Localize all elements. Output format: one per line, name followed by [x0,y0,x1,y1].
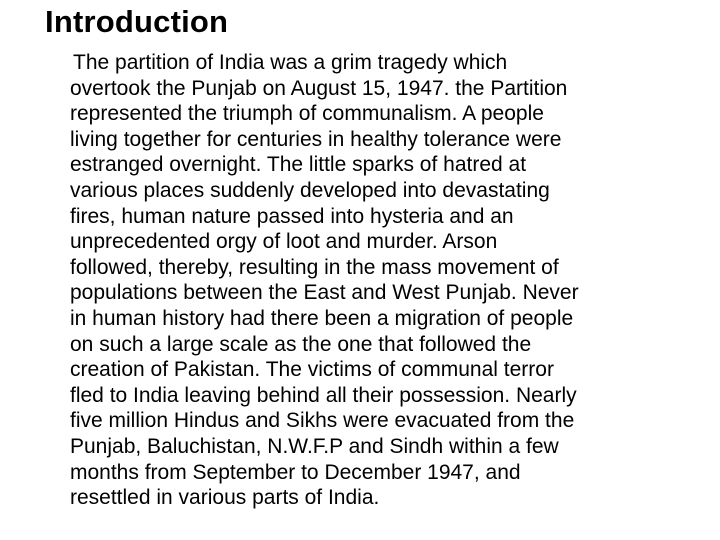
paragraph-line: various places suddenly developed into devastating [70,178,550,202]
body-paragraph [70,50,690,511]
paragraph-line: unprecedented orgy of loot and murder. Arson [70,230,498,254]
paragraph-line: Punjab, Baluchistan, N.W.F.P and Sindh within a few [70,434,559,458]
paragraph-line: fled to India leaving behind all their possession. Nearly [70,383,577,407]
slide-title: Introduction [45,4,229,39]
paragraph-line: in human history had there been a migration of people [70,306,574,330]
paragraph-line: months from September to December 1947, and [70,460,521,484]
paragraph-line: creation of Pakistan. The victims of communal terror [70,358,554,382]
paragraph-line: The partition of India was a grim tragedy which [73,51,508,74]
paragraph-line: fires, human nature passed into hysteria and an [70,204,514,228]
paragraph-line: living together for centuries in healthy tolerance were [70,127,562,151]
paragraph-line: on such a large scale as the one that followed the [70,332,532,356]
paragraph-line: represented the triumph of communalism. A people [70,102,544,126]
paragraph-line: populations between the East and West Punjab. Never [70,281,579,305]
paragraph-line: resettled in various parts of India. [70,486,380,510]
paragraph-line: estranged overnight. The little sparks of hatred at [70,153,527,177]
paragraph-line: five million Hindus and Sikhs were evacuated from the [70,409,575,433]
paragraph-line: followed, thereby, resulting in the mass movement of [70,255,559,279]
paragraph-line: overtook the Punjab on August 15, 1947. the Partition [70,76,568,100]
